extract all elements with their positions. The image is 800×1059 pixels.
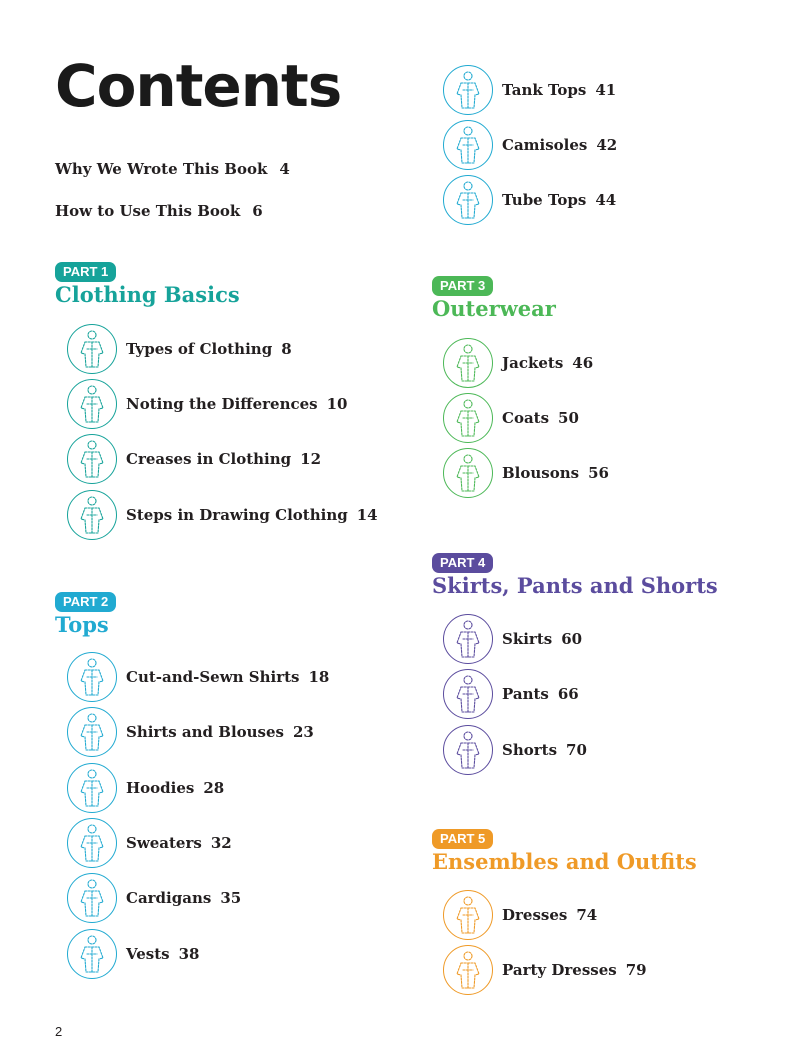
clothing-figure-icon (67, 379, 117, 429)
part-badge: PART 3 (432, 276, 493, 296)
toc-entry-text (126, 889, 241, 907)
clothing-figure-icon (67, 324, 117, 374)
toc-entry-label: Cardigans (126, 889, 212, 907)
skirt-figure-icon (443, 614, 493, 664)
blouse-figure-icon (67, 707, 117, 757)
toc-entry-page: 14 (356, 506, 378, 524)
toc-entry-text (126, 340, 292, 358)
page-title: Contents (55, 52, 342, 120)
toc-entry-label: Tank Tops (502, 81, 587, 99)
blouson-figure-icon (443, 448, 493, 498)
toc-entry-label: Blousons (502, 464, 580, 482)
pants-figure-icon (443, 669, 493, 719)
toc-entry[interactable] (67, 817, 232, 869)
toc-entry-text (502, 136, 617, 154)
toc-entry-page: 74 (576, 906, 598, 924)
tank-top-figure-icon (443, 65, 493, 115)
toc-entry[interactable] (443, 613, 582, 665)
toc-item-label: Why We Wrote This Book (55, 160, 268, 178)
toc-entry-page: 8 (281, 340, 292, 358)
toc-entry-text (502, 685, 579, 703)
part-badge: PART 4 (432, 553, 493, 573)
toc-entry-label: Cut-and-Sewn Shirts (126, 668, 300, 686)
toc-entry-label: Tube Tops (502, 191, 587, 209)
jacket-figure-icon (443, 338, 493, 388)
toc-item-page: 4 (279, 160, 290, 178)
clothing-figure-icon (67, 434, 117, 484)
toc-entry-page: 41 (595, 81, 617, 99)
toc-entry[interactable] (67, 928, 200, 980)
toc-entry[interactable] (443, 447, 609, 499)
toc-entry-label: Jackets (502, 354, 564, 372)
cardigan-figure-icon (67, 873, 117, 923)
toc-entry-text (126, 723, 314, 741)
toc-entry[interactable] (67, 489, 378, 541)
toc-entry-text (502, 906, 597, 924)
toc-entry-page: 50 (558, 409, 579, 427)
toc-entry[interactable] (67, 706, 314, 758)
page-number: 2 (55, 1024, 63, 1039)
toc-entry-page: 35 (220, 889, 242, 907)
toc-entry-page: 70 (566, 741, 587, 759)
toc-entry-page: 56 (588, 464, 609, 482)
toc-entry[interactable] (443, 64, 616, 116)
part-header (432, 552, 718, 599)
toc-entry-page: 79 (625, 961, 647, 979)
section-title: Clothing Basics (55, 282, 240, 307)
toc-entry-label: Shorts (502, 741, 558, 759)
toc-entry-label: Pants (502, 685, 549, 703)
hoodie-figure-icon (67, 763, 117, 813)
clothing-figure-icon (67, 490, 117, 540)
toc-entry-label: Types of Clothing (126, 340, 273, 358)
toc-entry-text (126, 450, 321, 468)
toc-entry[interactable] (443, 668, 579, 720)
toc-entry-page: 42 (596, 136, 618, 154)
toc-entry-page: 38 (178, 945, 200, 963)
toc-entry-text (126, 779, 224, 797)
toc-entry-page: 12 (300, 450, 322, 468)
toc-entry-page: 46 (572, 354, 594, 372)
toc-entry-text (126, 668, 329, 686)
toc-entry-label: Shirts and Blouses (126, 723, 284, 741)
toc-entry-text (502, 464, 609, 482)
toc-entry-text (502, 630, 582, 648)
toc-entry[interactable] (67, 323, 292, 375)
toc-entry-label: Party Dresses (502, 961, 617, 979)
toc-entry-label: Coats (502, 409, 550, 427)
toc-entry-page: 66 (557, 685, 579, 703)
sweater-figure-icon (67, 818, 117, 868)
section-title: Ensembles and Outfits (432, 849, 697, 874)
toc-entry-page: 18 (308, 668, 330, 686)
toc-entry-text (502, 354, 593, 372)
toc-entry-label: Creases in Clothing (126, 450, 292, 468)
tube-top-figure-icon (443, 175, 493, 225)
toc-entry-text (502, 191, 616, 209)
toc-entry-label: Sweaters (126, 834, 202, 852)
shirt-figure-icon (67, 652, 117, 702)
toc-entry-page: 32 (210, 834, 232, 852)
toc-entry[interactable] (67, 762, 224, 814)
toc-entry-page: 60 (561, 630, 583, 648)
camisole-figure-icon (443, 120, 493, 170)
toc-entry[interactable] (443, 724, 587, 776)
toc-entry-page: 28 (203, 779, 225, 797)
toc-entry[interactable] (443, 174, 616, 226)
toc-entry[interactable] (443, 337, 593, 389)
toc-intro-item[interactable] (55, 202, 263, 220)
part-badge: PART 2 (55, 592, 116, 612)
toc-entry-text (126, 945, 200, 963)
toc-entry-label: Camisoles (502, 136, 588, 154)
toc-entry[interactable] (67, 433, 321, 485)
toc-intro-item[interactable] (55, 160, 290, 178)
toc-entry-page: 10 (326, 395, 348, 413)
toc-entry-page: 23 (293, 723, 314, 741)
section-title: Tops (55, 612, 109, 637)
toc-entry-label: Skirts (502, 630, 553, 648)
dress-figure-icon (443, 890, 493, 940)
toc-entry-text (126, 506, 378, 524)
toc-entry[interactable] (443, 889, 597, 941)
party-dress-figure-icon (443, 945, 493, 995)
toc-entry-text (502, 409, 579, 427)
toc-entry[interactable] (443, 119, 617, 171)
toc-entry-label: Noting the Differences (126, 395, 318, 413)
toc-entry[interactable] (67, 651, 329, 703)
part-header (55, 261, 240, 308)
toc-entry-label: Vests (126, 945, 170, 963)
toc-entry-text (502, 961, 647, 979)
part-header (55, 591, 116, 638)
toc-entry-page: 44 (595, 191, 617, 209)
part-badge: PART 5 (432, 829, 493, 849)
section-title: Outerwear (432, 296, 556, 321)
part-header (432, 828, 697, 875)
section-title: Skirts, Pants and Shorts (432, 573, 718, 598)
part-badge: PART 1 (55, 262, 116, 282)
toc-entry[interactable] (67, 872, 241, 924)
toc-entry[interactable] (443, 392, 579, 444)
toc-item-page: 6 (252, 202, 263, 220)
toc-entry[interactable] (67, 378, 347, 430)
vest-figure-icon (67, 929, 117, 979)
toc-entry-label: Steps in Drawing Clothing (126, 506, 348, 524)
part-header (432, 275, 556, 322)
toc-entry-text (502, 741, 587, 759)
shorts-figure-icon (443, 725, 493, 775)
toc-entry-text (126, 834, 232, 852)
toc-entry[interactable] (443, 944, 647, 996)
toc-entry-label: Dresses (502, 906, 568, 924)
toc-entry-text (502, 81, 616, 99)
coat-figure-icon (443, 393, 493, 443)
toc-entry-label: Hoodies (126, 779, 195, 797)
toc-entry-text (126, 395, 347, 413)
toc-item-label: How to Use This Book (55, 202, 241, 220)
